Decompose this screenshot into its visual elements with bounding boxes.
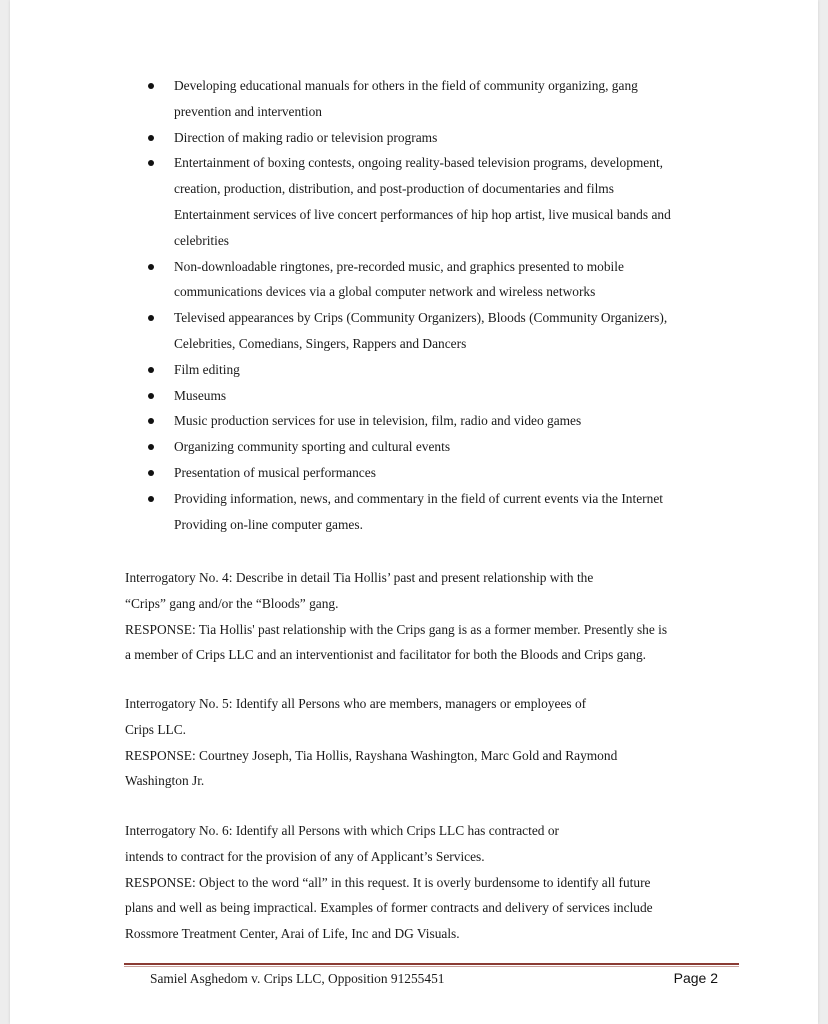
list-item: Museums [124,383,744,409]
document-page [10,0,818,1024]
list-item: Non-downloadable ringtones, pre-recorded music, and graphics presented to mobile communications devices via a global computer network and wireless networks [124,254,744,306]
list-item: Film editing [124,357,744,383]
footer-case-caption: Samiel Asghedom v. Crips LLC, Opposition 91255451 [150,971,445,986]
list-item: Organizing community sporting and cultural events [124,434,744,460]
bullet-icon [148,470,154,476]
interrogatory-response: RESPONSE: Tia Hollis' past relationship with the Crips gang is as a former member. Presently she is a member of Crips LLC and an interventionist and facilitator for both the Bloods and Crips gang. [125,621,668,663]
bullet-icon [148,315,154,321]
interrogatory-question: Interrogatory No. 5: Identify all Persons who are members, managers or employees of Crips LLC. [125,696,587,737]
bullet-icon [148,264,154,270]
list-item: Entertainment of boxing contests, ongoing reality-based television programs, development, creation, production, distribution, and post-production of documentaries and films Entertainment services of live concert performances of hip hop artist, live musical bands and celebrities [124,150,744,253]
bullet-icon [148,83,154,89]
bullet-icon [148,444,154,450]
interrogatory-5 [125,691,745,794]
list-item: Televised appearances by Crips (Community Organizers), Bloods (Community Organizers), Celebrities, Comedians, Singers, Rappers and Dancers [124,305,744,357]
list-item: Direction of making radio or television programs [124,125,744,151]
list-item: Providing information, news, and commentary in the field of current events via the Internet Providing on-line computer games. [124,486,744,538]
list-item: Presentation of musical performances [124,460,744,486]
list-item: Music production services for use in television, film, radio and video games [124,408,744,434]
interrogatory-response: RESPONSE: Courtney Joseph, Tia Hollis, Rayshana Washington, Marc Gold and Raymond Washington Jr. [125,747,618,789]
interrogatory-response: RESPONSE: Object to the word “all” in this request. It is overly burdensome to identify all future plans and well as being impractical. Examples of former contracts and delivery of services include Rossmore Treatment Center, Arai of Life, Inc and DG Visuals. [125,874,653,942]
bullet-icon [148,393,154,399]
services-bullet-list [124,73,744,537]
bullet-icon [148,367,154,373]
bullet-icon [148,418,154,424]
interrogatory-question: Interrogatory No. 6: Identify all Persons with which Crips LLC has contracted or intends to contract for the provision of any of Applicant’s Services. [125,823,559,864]
interrogatory-6 [125,818,745,947]
list-item: Developing educational manuals for others in the field of community organizing, gang prevention and intervention [124,73,744,125]
interrogatory-4 [125,565,745,668]
footer-rule [124,963,739,965]
bullet-icon [148,160,154,166]
interrogatory-question: Interrogatory No. 4: Describe in detail Tia Hollis’ past and present relationship with the “Crips” gang and/or the “Bloods” gang. [125,570,594,611]
bullet-icon [148,496,154,502]
page-number: Page 2 [673,970,718,986]
bullet-icon [148,135,154,141]
footer-rule-thin [124,966,739,967]
